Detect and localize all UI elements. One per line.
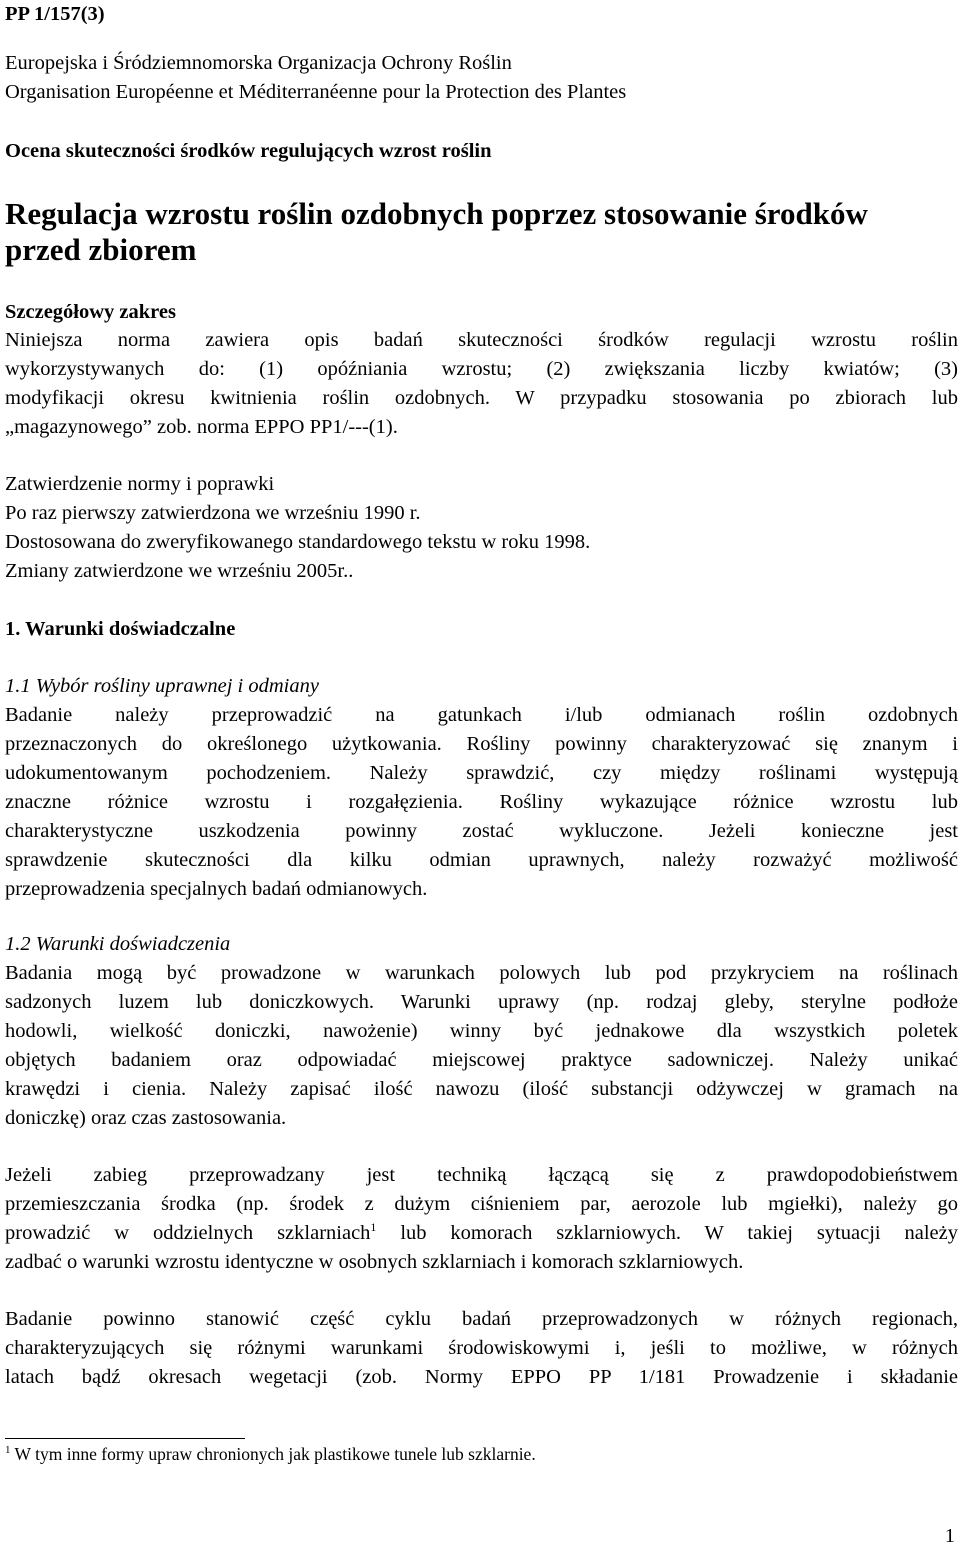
paragraph-line-with-footnote (5, 1221, 958, 1247)
paragraph-line: doniczkę) oraz czas zastosowania. (5, 1107, 287, 1129)
subsection-1-1-heading: 1.1 Wybór rośliny uprawnej i odmiany (5, 675, 319, 697)
footnote-number: 1 (5, 1444, 11, 1456)
scope-text-line: wykorzystywanych do: (1) opóźniania wzrostu; (2) zwiększania liczby kwiatów; (3) (5, 358, 958, 380)
paragraph-line: charakteryzujących się różnymi warunkami środowiskowymi i, jeśli to możliwe, w różnych (5, 1337, 958, 1359)
paragraph-line: sprawdzenie skuteczności dla kilku odmian uprawnych, należy rozważyć możliwość (5, 849, 958, 871)
paragraph-line: sadzonych luzem lub doniczkowych. Warunki uprawy (np. rodzaj gleby, sterylne podłoże (5, 991, 958, 1013)
paragraph-line: udokumentowanym pochodzeniem. Należy sprawdzić, czy między roślinami występują (5, 762, 958, 784)
document-title-line-2: przed zbiorem (5, 232, 197, 267)
approval-heading: Zatwierdzenie normy i poprawki (5, 473, 275, 495)
footnote-reference: 1 (370, 1220, 377, 1234)
subsection-1-2-heading: 1.2 Warunki doświadczenia (5, 933, 231, 955)
paragraph-line: przeprowadzenia specjalnych badań odmianowych. (5, 878, 428, 900)
paragraph-text: prowadzić w oddzielnych szklarniach (5, 1222, 371, 1244)
paragraph-line: Badanie powinno stanowić część cyklu badań przeprowadzonych w różnych regionach, (5, 1308, 958, 1330)
section-1-heading: 1. Warunki doświadczalne (5, 618, 236, 640)
paragraph-line: znaczne różnice wzrostu i rozgałęzienia. Rośliny wykazujące różnice wzrostu lub (5, 791, 958, 813)
paragraph-line: objętych badaniem oraz odpowiadać miejscowej praktyce sadowniczej. Należy unikać (5, 1049, 958, 1071)
paragraph-line: Jeżeli zabieg przeprowadzany jest techniką łączącą się z prawdopodobieństwem (5, 1164, 958, 1186)
series-title: Ocena skuteczności środków regulujących wzrost roślin (5, 140, 492, 162)
org-name-polish: Europejska i Śródziemnomorska Organizacja Ochrony Roślin (5, 52, 512, 74)
footnote-text: W tym inne formy upraw chronionych jak plastikowe tunele lub szklarnie. (10, 1444, 536, 1464)
paragraph-line: zadbać o warunki wzrostu identyczne w osobnych szklarniach i komorach szklarniowych. (5, 1251, 744, 1273)
paragraph-line: charakterystyczne uszkodzenia powinny zostać wykluczone. Jeżeli konieczne jest (5, 820, 958, 842)
footnote (5, 1443, 536, 1468)
paragraph-text: lub komorach szklarniowych. W takiej sytuacji należy (376, 1222, 958, 1244)
footnote-separator (5, 1438, 245, 1439)
paragraph-line: latach bądź okresach wegetacji (zob. Normy EPPO PP 1/181 Prowadzenie i składanie (5, 1366, 958, 1388)
scope-heading: Szczegółowy zakres (5, 301, 176, 323)
paragraph-line: hodowli, wielkość doniczki, nawożenie) winny być jednakowe dla wszystkich poletek (5, 1020, 958, 1042)
scope-text-line: „magazynowego” zob. norma EPPO PP1/---(1). (5, 416, 398, 438)
paragraph-line: krawędzi i cienia. Należy zapisać ilość nawozu (ilość substancji odżywczej w gramach na (5, 1078, 958, 1100)
document-title-line-1: Regulacja wzrostu roślin ozdobnych poprzez stosowanie środków (5, 196, 868, 231)
paragraph-line: przeznaczonych do określonego użytkowania. Rośliny powinny charakteryzować się znanym i (5, 733, 958, 755)
paragraph-line: Badanie należy przeprowadzić na gatunkach i/lub odmianach roślin ozdobnych (5, 704, 958, 726)
page-number: 1 (944, 1525, 955, 1547)
approval-line: Zmiany zatwierdzone we wrześniu 2005r.. (5, 560, 354, 582)
org-name-french: Organisation Européenne et Méditerranéenne pour la Protection des Plantes (5, 81, 627, 103)
scope-text-line: Niniejsza norma zawiera opis badań skuteczności środków regulacji wzrostu roślin (5, 329, 958, 351)
approval-line: Po raz pierwszy zatwierdzona we wrześniu 1990 r. (5, 502, 421, 524)
approval-line: Dostosowana do zweryfikowanego standardowego tekstu w roku 1998. (5, 531, 591, 553)
paragraph-line: Badania mogą być prowadzone w warunkach polowych lub pod przykryciem na roślinach (5, 962, 958, 984)
paragraph-line: przemieszczania środka (np. środek z dużym ciśnieniem par, aerozole lub mgiełki), należy go (5, 1193, 958, 1215)
document-id: PP 1/157(3) (5, 3, 105, 25)
scope-text-line: modyfikacji okresu kwitnienia roślin ozdobnych. W przypadku stosowania po zbiorach lub (5, 387, 958, 409)
